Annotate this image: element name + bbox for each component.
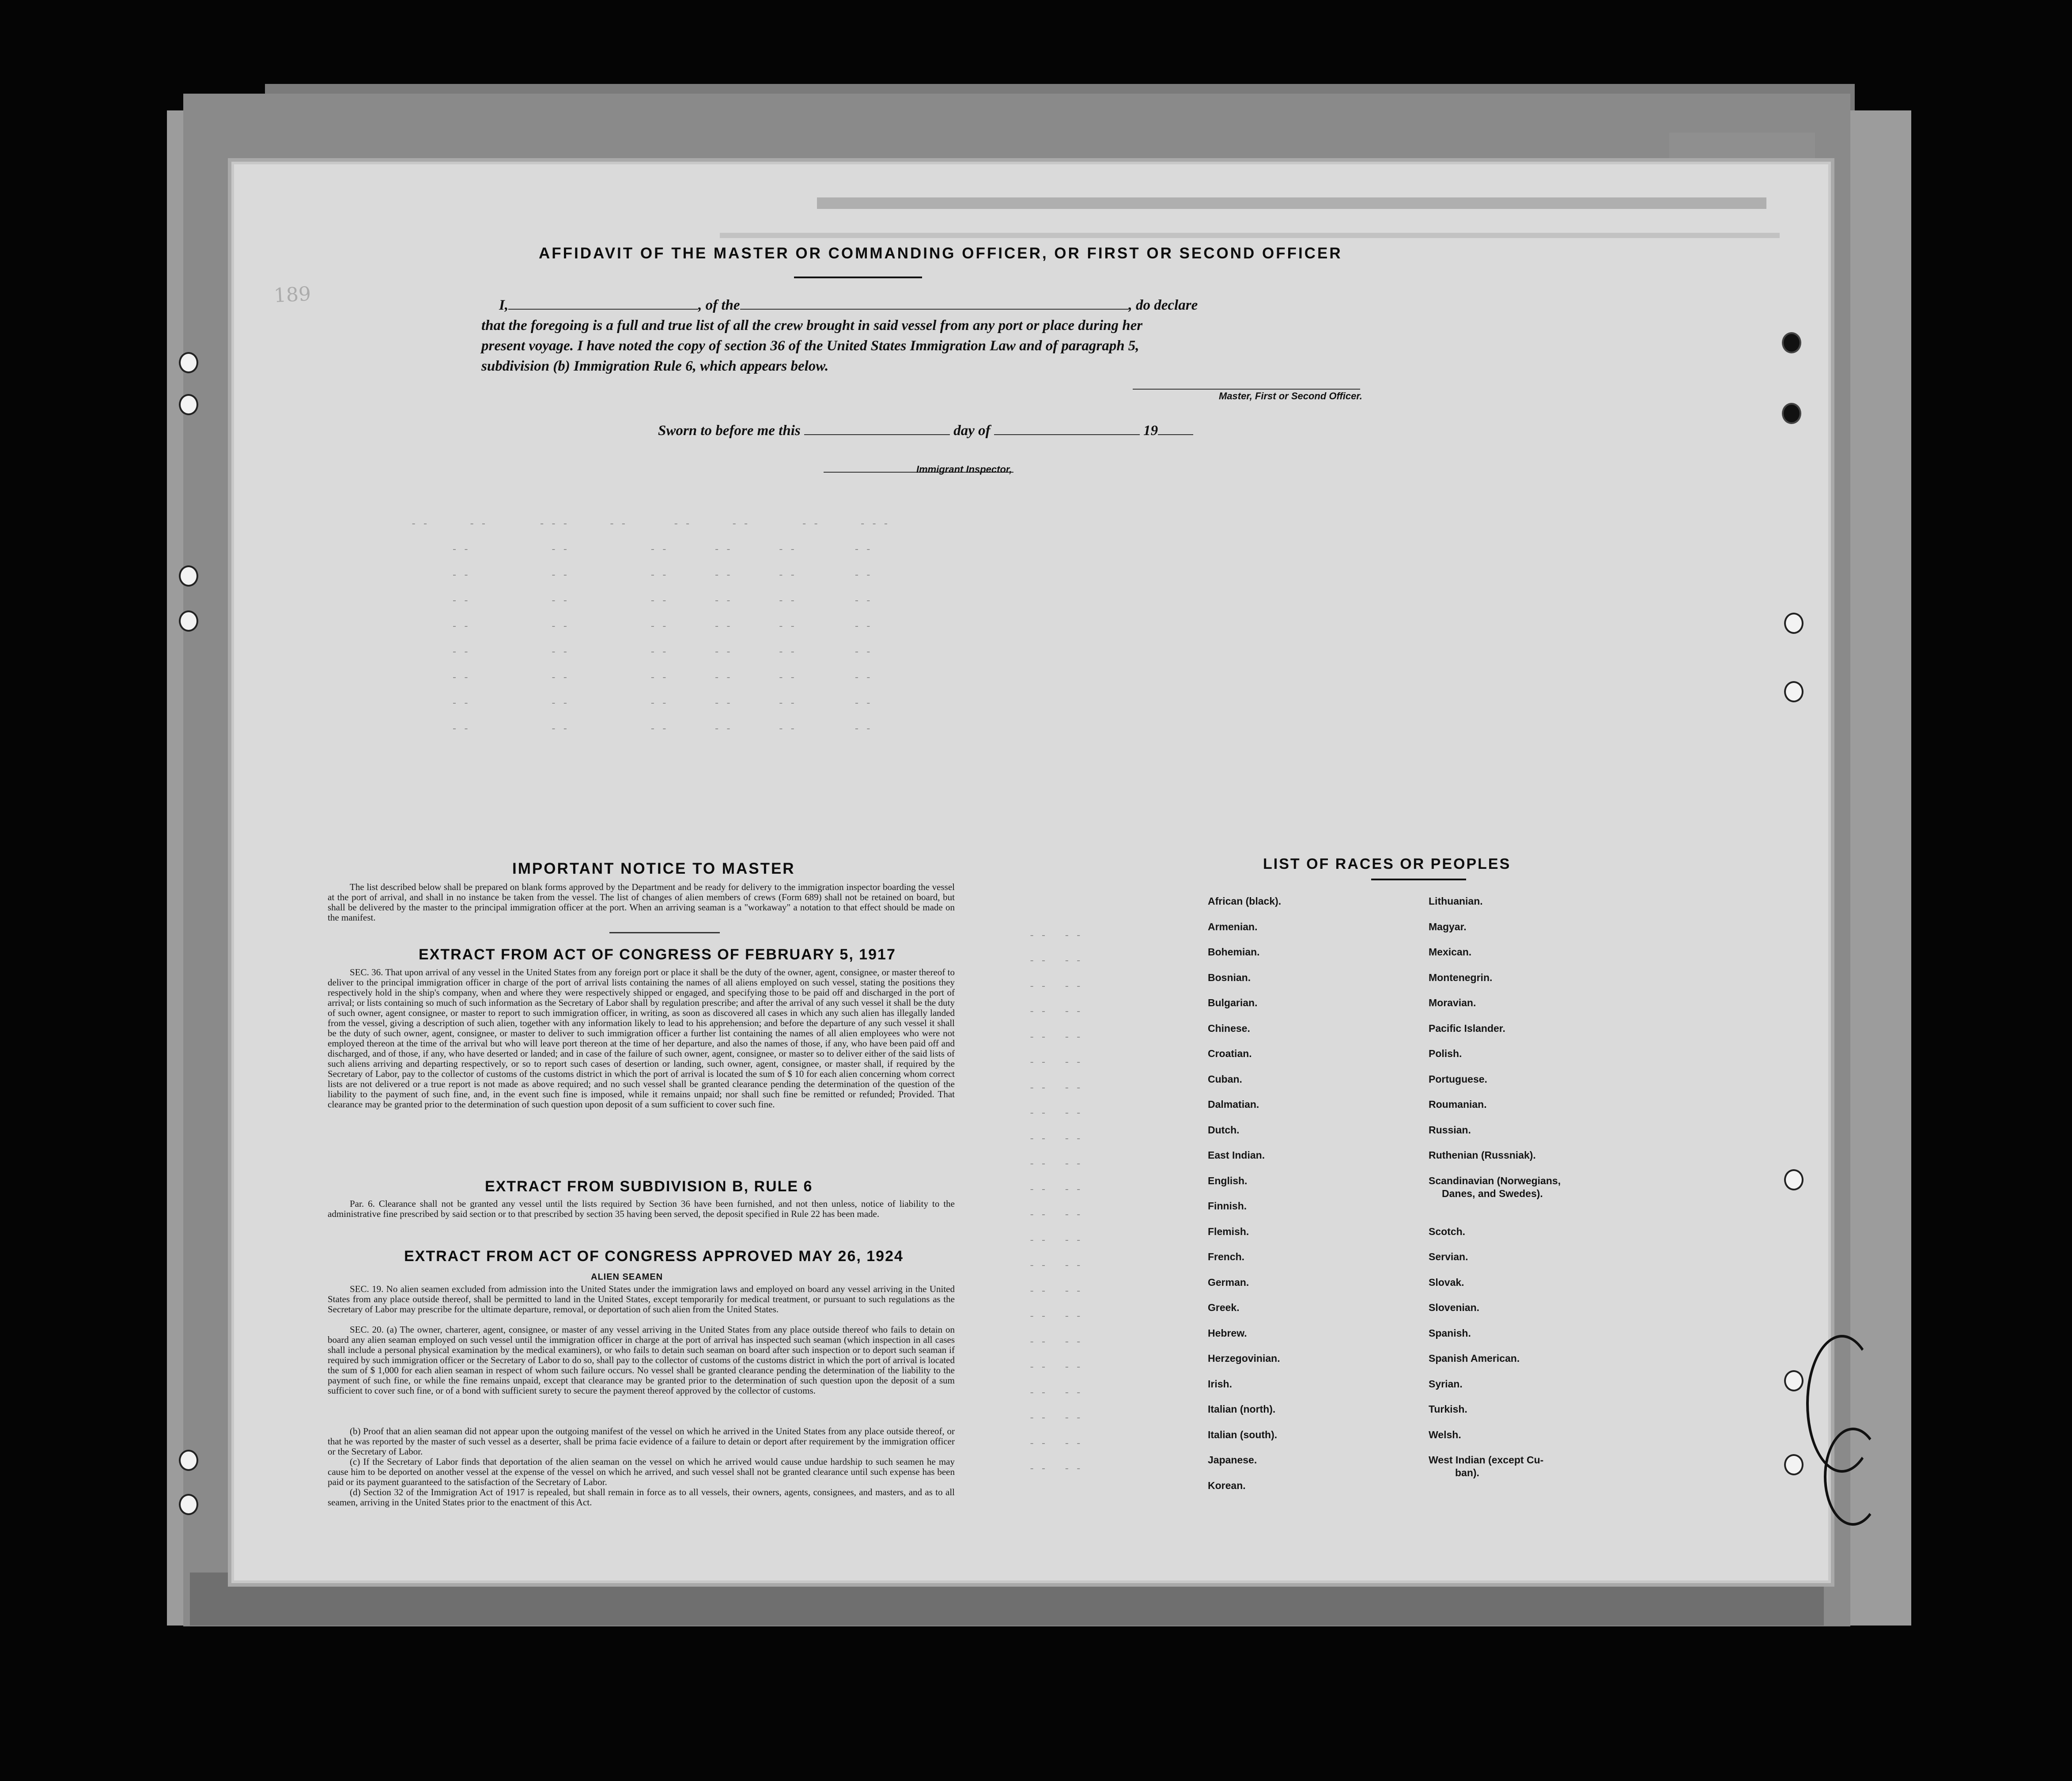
sworn-month-blank: [994, 421, 1140, 435]
race-item: Finnish.: [1208, 1200, 1247, 1212]
sworn-day-of: day of: [953, 423, 991, 439]
race-item: Japanese.: [1208, 1454, 1257, 1466]
race-item: Lithuanian.: [1429, 895, 1483, 907]
punch-hole: [179, 352, 198, 373]
vessel-name-blank: [740, 296, 1129, 310]
race-item: ban).: [1455, 1467, 1479, 1478]
subdivision-text: Par. 6. Clearance shall not be granted any vessel until the lists required by Section 36 have been furnished, and not then unless, notice of liability to the administrative fine prescribed by said section or to that prescribed by section 35 having been served, the deposit specified in Rule 22 has been made.: [328, 1198, 955, 1219]
race-item: Ruthenian (Russniak).: [1429, 1149, 1536, 1161]
sworn-day-blank: [804, 421, 950, 435]
race-item: Mexican.: [1429, 946, 1472, 958]
race-item: Armenian.: [1208, 921, 1258, 932]
race-item: Cuban.: [1208, 1073, 1242, 1085]
race-item: Pacific Islander.: [1429, 1022, 1505, 1034]
affidavit-body: [481, 295, 1581, 376]
subdivision-title: EXTRACT FROM SUBDIVISION B, RULE 6: [485, 1178, 813, 1195]
punch-hole: [179, 1494, 198, 1515]
race-item: Flemish.: [1208, 1225, 1249, 1237]
punch-hole: [1784, 681, 1804, 702]
extract-1924-sec19: SEC. 19. No alien seamen excluded from admission into the United States under the immigration laws and employed on board any vessel arriving in the United States from any place outside thereof, shall be permitted to land in the United States, except temporarily for medical treatment, or pursuant to such regulations as the Secretary of Labor may prescribe for the ultimate departure, removal, or deportation of such alien from the United States.: [328, 1284, 955, 1315]
races-title-rule: [1371, 879, 1466, 880]
race-item: Welsh.: [1429, 1429, 1461, 1440]
race-item: Russian.: [1429, 1124, 1471, 1136]
race-item: West Indian (except Cu-: [1429, 1454, 1544, 1466]
race-item: Irish.: [1208, 1378, 1232, 1390]
race-item: Italian (south).: [1208, 1429, 1278, 1440]
punch-hole: [1782, 403, 1801, 424]
race-item: Scotch.: [1429, 1225, 1466, 1237]
bleed-through-header: [817, 197, 1766, 209]
punch-hole: [1784, 1454, 1804, 1475]
notice-rule: [609, 932, 720, 933]
race-item: Chinese.: [1208, 1022, 1250, 1034]
race-item: Magyar.: [1429, 921, 1467, 932]
races-right-column: [1429, 895, 1561, 1493]
punch-hole: [1784, 613, 1804, 634]
race-item: Bohemian.: [1208, 946, 1260, 958]
extract-1924-title: EXTRACT FROM ACT OF CONGRESS APPROVED MAY 26, 1924: [404, 1248, 904, 1265]
race-item: Korean.: [1208, 1479, 1246, 1491]
back-page-edge-bottom: [190, 1573, 1824, 1626]
dash-rows: - - - - - - - - - - - - - - - - - - - - - - - - - - - - - - - - - - - - - - - - - - - - - - - - - - - - - - - - - - - - - - - - - - - - - - - - - - - - - - - - - - - - - - - - - - - - - - - - - - - - - - - - - - - - - - - - - -: [411, 519, 889, 735]
race-item: Bosnian.: [1208, 971, 1251, 983]
extract-1924-subtitle: ALIEN SEAMEN: [591, 1272, 663, 1282]
race-item: Slovenian.: [1429, 1302, 1480, 1313]
race-item: Spanish.: [1429, 1327, 1471, 1339]
signature-label: Master, First or Second Officer.: [1219, 390, 1362, 402]
race-item: Italian (north).: [1208, 1403, 1276, 1415]
punch-hole: [1784, 1169, 1804, 1190]
punch-hole: [1782, 332, 1801, 353]
notice-text: The list described below shall be prepared on blank forms approved by the Department and be ready for delivery to the immigration inspector boarding the vessel at the port of arrival, and shall in no instance be taken from the vessel. The list of changes of alien members of crews (Form 689) shall not be retained on board, but shall be delivered by the master to the principal immigration officer at the port. When an arriving seaman is a "workaway" a notation to that effect should be made on the manifest.: [328, 882, 955, 923]
affidavit-line-4: subdivision (b) Immigration Rule 6, which appears below.: [481, 358, 829, 374]
race-item: Hebrew.: [1208, 1327, 1247, 1339]
race-item: East Indian.: [1208, 1149, 1265, 1161]
race-item: Croatian.: [1208, 1048, 1252, 1059]
race-item: Servian.: [1429, 1251, 1468, 1262]
affidavit-line-1: [481, 295, 1581, 315]
race-item: Slovak.: [1429, 1276, 1464, 1288]
race-item: Greek.: [1208, 1302, 1240, 1313]
notice-title: IMPORTANT NOTICE TO MASTER: [512, 860, 795, 877]
race-item: Dalmatian.: [1208, 1099, 1259, 1110]
race-item: German.: [1208, 1276, 1249, 1288]
race-item: Moravian.: [1429, 997, 1476, 1008]
race-item: Scandinavian (Norwegians,: [1429, 1175, 1561, 1186]
extract-1924-sec20a: SEC. 20. (a) The owner, charterer, agent, consignee, or master of any vessel arriving in the United States from any place outside thereof who fails to detain on board any alien seaman employed on such vessel until the immigration officer in charge at the port of arrival has inspected such seaman (which inspection in all cases shall include a personal physical examination by the medical examiners), or who fails to detain such seaman on board after such inspection or to deport such seaman if required by such immigration officer or the Secretary of Labor to do so, shall pay to the collector of customs of the customs district in which the port of arrival is located the sum of $ 1,000 for each alien seaman in respect of whom such failure occurs. No vessel shall be granted clearance pending the determination of the liability to the payment of such fine, or while the fine remains unpaid, except that clearance may be granted prior to the determination of such question upon the deposit of a sum sufficient to cover such fine, or of a bond with sufficient surety to secure the payment thereof approved by the collector of customs.: [328, 1324, 955, 1396]
race-item: Dutch.: [1208, 1124, 1240, 1136]
affidavit-line-2: that the foregoing is a full and true list of all the crew brought in said vessel from any port or place during her: [481, 318, 1143, 333]
inspector-label: Immigrant Inspector,: [916, 464, 1012, 475]
affidavit-title-rule: [794, 277, 922, 278]
race-item: Montenegrin.: [1429, 971, 1493, 983]
punch-hole: [179, 565, 198, 587]
affidavit-line-3: present voyage. I have noted the copy of section 36 of the United States Immigration Law and of paragraph 5,: [481, 338, 1139, 354]
extract-1924-sec20c: (c) If the Secretary of Labor finds that deportation of the alien seaman on the vessel on which he arrived would cause undue hardship to such seamen he may cause him to be deported on another vessel at the expense of the vessel on which he arrived, and such vessel shall not be granted clearance until such expense has been paid or its payment guaranteed to the satisfaction of the Secretary of Labor.: [328, 1456, 955, 1487]
affidavit-title: AFFIDAVIT OF THE MASTER OR COMMANDING OFFICER, OR FIRST OR SECOND OFFICER: [539, 245, 1342, 262]
punch-hole: [179, 394, 198, 415]
handwritten-mark: 189: [273, 282, 312, 307]
punch-hole: [179, 610, 198, 632]
race-item: Syrian.: [1429, 1378, 1463, 1390]
race-item: Spanish American.: [1429, 1353, 1520, 1364]
extract-1917-text: SEC. 36. That upon arrival of any vessel in the United States from any foreign port or place it shall be the duty of the owner, agent, consignee, or master thereof to deliver to the principal immigration officer in charge of the port of arrival lists containing the names of all aliens employed on such vessel, stating the positions they respectively hold in the ship's company, when and where they were respectively shipped or engaged, and specifying those to be paid off and discharged in the port of arrival; or lists containing so much of such information as the Secretary of Labor shall by regulation prescribe; and after the arrival of any such vessel it shall be the duty of such owner, agent consignee, or master to report to such immigration officer, in writing, as soon as discovered all cases in which any such alien has illegally landed from the vessel, giving a description of such alien, together with any information likely to lead to his apprehension; and before the departure of any such vessel it shall be the duty of such owner, agent, consignee, or master to deliver to such immigration officer a further list containing the names of all alien employees who were not employed thereon at the time of the arrival but who will leave port thereon at the time of her departure, and also the names of those, if any, who have been paid off and discharged, and of those, if any, who have deserted or landed; and in case of the failure of such owner, agent, consignee, or master so to deliver either of the said lists of such aliens arriving and departing respectively, or so to report such cases of desertion or landing, such owner, agent, consignee, or master shall, if required by the Secretary of Labor, pay to the collector of customs of the customs district in which the port of arrival is located the sum of $ 10 for each alien concerning whom correct lists are not delivered or a true report is not made as above required; and no such vessel shall be granted clearance pending the determination of the question of the liability to the payment of such fine, and, in the event such fine is imposed, while it remains unpaid; nor shall such fine be remitted or refunded; Provided. That clearance may be granted prior to the determination of such question upon deposit of a sum sufficient to cover such fine.: [328, 967, 955, 1110]
document-page: [234, 164, 1828, 1580]
race-item: Bulgarian.: [1208, 997, 1258, 1008]
race-item: Herzegovinian.: [1208, 1353, 1280, 1364]
extract-1924-sec20d: (d) Section 32 of the Immigration Act of 1917 is repealed, but shall remain in force as to all vessels, their owners, agents, consignees, and masters, and as to all seamen, arriving in the United States prior to the enactment of this Act.: [328, 1487, 955, 1508]
race-item: Danes, and Swedes).: [1442, 1187, 1543, 1199]
punch-hole: [179, 1450, 198, 1471]
sworn-text: Sworn to before me this: [658, 423, 801, 439]
races-left-column: [1208, 895, 1281, 1505]
circular-stamp: [1824, 1428, 1882, 1526]
affidavit-of-the: , of the: [698, 297, 740, 313]
race-item: Roumanian.: [1429, 1099, 1487, 1110]
sworn-year-blank: [1158, 421, 1193, 435]
dash-rows-lower: - - - - - - - - - - - - - - - - - - - - - - - - - - - - - - - - - - - - - - - - - - - - - - - - - - - - - - - - - - - - - - - - - - - - - - - - - - - - - - - - - - - - - - - -: [1029, 930, 1081, 1474]
race-item: Polish.: [1429, 1048, 1462, 1059]
extract-1917-title: EXTRACT FROM ACT OF CONGRESS OF FEBRUARY 5, 1917: [419, 946, 896, 963]
race-item: Portuguese.: [1429, 1073, 1487, 1085]
race-item: Turkish.: [1429, 1403, 1467, 1415]
race-item: English.: [1208, 1175, 1248, 1186]
races-title: LIST OF RACES OR PEOPLES: [1263, 856, 1511, 872]
bleed-through-line: [720, 233, 1780, 238]
sworn-year: 19: [1143, 423, 1158, 439]
race-item: French.: [1208, 1251, 1245, 1262]
affidavit-do-declare: , do declare: [1128, 297, 1198, 313]
extract-1924-sec20b: (b) Proof that an alien seaman did not appear upon the outgoing manifest of the vessel on which he arrived in the United States from any place outside thereof, or that he was reported by the master of such vessel as a deserter, shall be prima facie evidence of a failure to detain or deport after requirement by the immigration officer or the Secretary of Labor.: [328, 1426, 955, 1457]
signature-line: [1133, 389, 1360, 390]
punch-hole: [1784, 1370, 1804, 1391]
affidavit-i: I,: [499, 297, 509, 313]
master-name-blank: [508, 296, 698, 310]
race-item: African (black).: [1208, 895, 1282, 907]
sworn-line: [658, 421, 1758, 441]
